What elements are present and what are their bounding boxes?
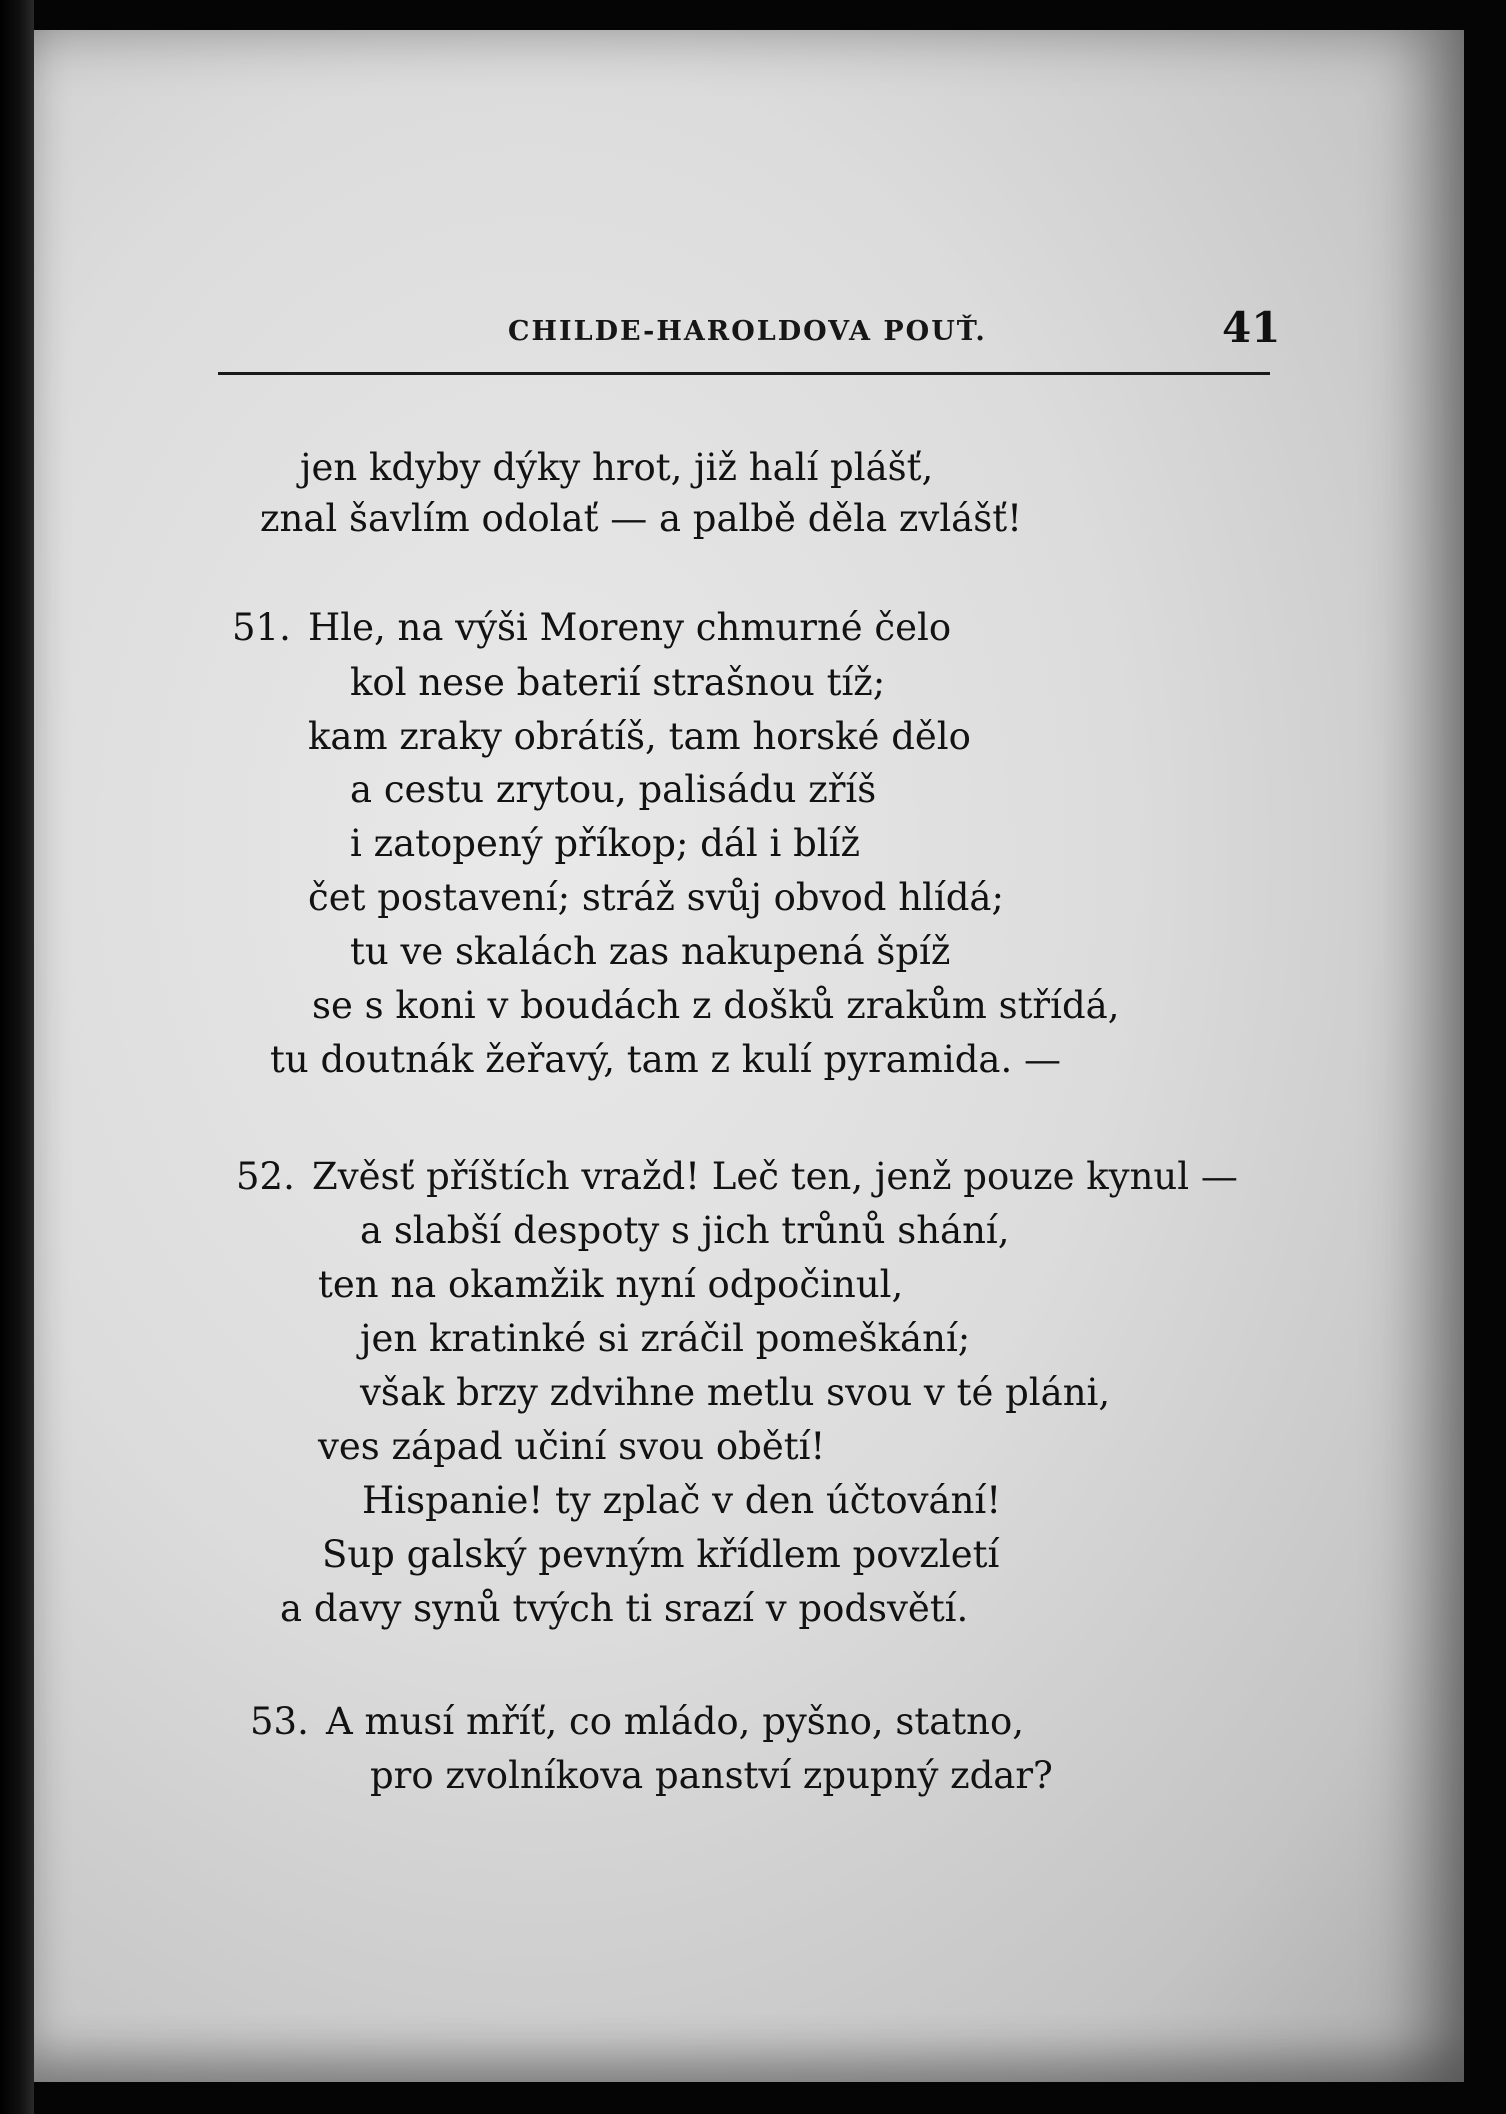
stanza-number: 52. bbox=[236, 1155, 295, 1198]
verse-line: a slabší despoty s jich trůnů shání, bbox=[360, 1209, 1010, 1252]
book-spine-shadow bbox=[0, 0, 34, 2114]
scan-border bbox=[1464, 0, 1506, 2114]
verse-line: jen kdyby dýky hrot, již halí plášť, bbox=[300, 446, 934, 489]
verse-line: A musí mříť, co mládo, pyšno, statno, bbox=[326, 1700, 1025, 1743]
verse-line: Zvěsť příštích vražd! Leč ten, jenž pouze kynul — bbox=[312, 1155, 1238, 1198]
stanza-number: 53. bbox=[250, 1700, 309, 1743]
verse-line: ves západ učiní svou obětí! bbox=[318, 1425, 826, 1468]
verse-line: Hispanie! ty zplač v den účtování! bbox=[362, 1479, 1002, 1522]
verse-line: a cestu zrytou, palisádu zříš bbox=[350, 768, 877, 811]
verse-line: Hle, na výši Moreny chmurné čelo bbox=[308, 606, 952, 649]
stanza-number: 51. bbox=[232, 606, 291, 649]
verse-line: kam zraky obrátíš, tam horské dělo bbox=[308, 715, 971, 758]
verse-line: však brzy zdvihne metlu svou v té pláni, bbox=[360, 1371, 1111, 1414]
verse-line: tu doutnák žeřavý, tam z kulí pyramida. — bbox=[270, 1038, 1061, 1081]
verse-line: jen kratinké si zráčil pomeškání; bbox=[360, 1317, 971, 1360]
verse-line: kol nese baterií strašnou tíž; bbox=[350, 661, 886, 704]
header-rule bbox=[218, 372, 1270, 375]
verse-line: a davy synů tvých ti srazí v podsvětí. bbox=[280, 1587, 969, 1630]
verse-line: pro zvolníkova panství zpupný zdar? bbox=[370, 1754, 1053, 1797]
verse-line: Sup galský pevným křídlem povzletí bbox=[322, 1533, 1000, 1576]
page-number: 41 bbox=[1222, 303, 1281, 352]
verse-line: tu ve skalách zas nakupená špíž bbox=[350, 930, 951, 973]
verse-line: ten na okamžik nyní odpočinul, bbox=[318, 1263, 904, 1306]
verse-line: čet postavení; stráž svůj obvod hlídá; bbox=[308, 876, 1004, 919]
verse-line: i zatopený příkop; dál i blíž bbox=[350, 822, 860, 865]
running-title: CHILDE-HAROLDOVA POUŤ. bbox=[508, 316, 987, 347]
verse-line: znal šavlím odolať — a palbě děla zvlášť! bbox=[260, 497, 1022, 540]
verse-line: se s koni v boudách z došků zrakům střídá, bbox=[312, 984, 1120, 1027]
